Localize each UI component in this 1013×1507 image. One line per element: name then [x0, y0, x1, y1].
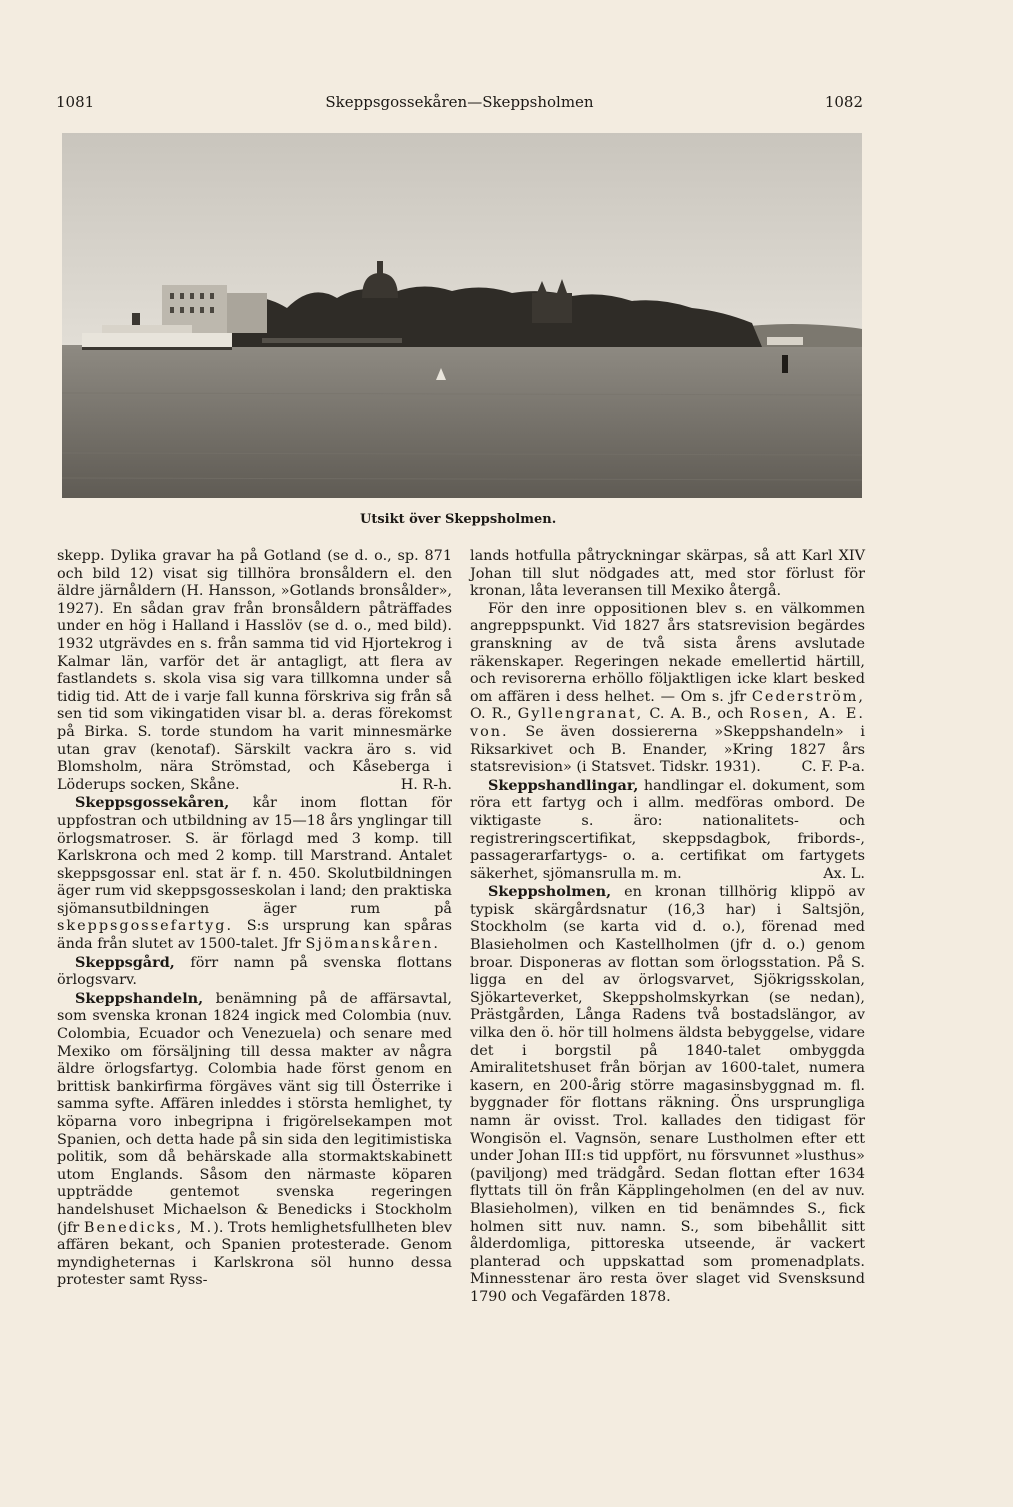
entry-headword: Skeppsgossekåren, — [75, 794, 230, 812]
entry-text: en kronan tillhörig klippö av typisk skärgårdsnatur (16,3 har) i Saltsjön, Stockholm (se karta vid d. o.), förenad med Blasieholmen och Kastellholmen (jfr d. o.) genom broar. Disponeras av flottan som örlogsstation. På S. ligga en del av örlogsvarvet, Sjökrigsskolan, Sjökarteverket, Skeppsholmskyrkan (se nedan), Prästgården, Långa Radens två bostadslängor, av vilka den ö. hör till holmens äldsta bebyggelse, vidare det i borgstil på 1840-talet ombyggda Amiralitetshuset från början av 1600-talet, numera kasern, en 200-årig större magasinsbyggnad m. fl. byggnader för flottans räkning. Öns ursprungliga namn är ovisst. Trol. kallades den tidigast för Wongisön el. Vagnsön, senare Lustholmen efter ett under Johan III:s tid uppfört, nu försvunnet »lusthus» (paviljong) med trädgård. Sedan flottan efter 1634 flyttats till ön från Käpplingeholmen (en del av nuv. Blasieholmen), vilken en tid benämndes S., fick holmen sitt nuv. namn. S., som bibehållit sitt ålderdomliga, pittoreska utseende, är vackert planterad och uppskattad som promenadplats. Minnesstenar äro resta över slaget vid Svensksund 1790 och Vegafärden 1878. — [470, 884, 865, 1305]
cross-reference: Benedicks, M. — [83, 1219, 214, 1236]
figure-caption: Utsikt över Skeppsholmen. — [360, 512, 557, 527]
author-signature: C. F. P-a. — [801, 759, 865, 776]
entry-headword: Skeppsgård, — [75, 953, 175, 971]
entry-text: benämning på de affärsavtal, som svenska kronan 1824 ingick med Colombia (nuv. Colombia, Ecuador och Venezuela) och senare med Mexiko om försäljning till dessa makter av några äldre örlogsfartyg. Colombia hade först genom en brittisk bankirfirma förgäves vänt sig till Österrike i samma syfte. Affären inleddes i största hemlighet, ty köparna voro inbegripna i frigörelsekampen mot Spanien, och detta hade på sin sida den legitimistiska politik, som då behärskade alla stormaktskabinett utom Englands. Såsom den närmaste köparen uppträdde gentemot svenska regeringen handelshuset Michaelson & Benedicks i Stockholm (jfr — [57, 990, 452, 1236]
paragraph-text: skepp. Dylika gravar ha på Gotland (se d. o., sp. 871 och bild 12) visat sig tillhöra bronsåldern el. den äldre järnåldern (H. Hansson, »Gotlands bronsålder», 1927). En sådan grav från bronsåldern påträffades under en hög i Halland i Hasslöv (se d. o., med bild). 1932 utgrävdes en s. från samma tid vid Hjortekrog i Kalmar län, varför det är antagligt, att flera av fastlandets s. skola visa sig vara tillkomna under så tidig tid. Att de i varje fall kunna förskriva sig från så sen tid som vikingatiden visar bl. a. deras förekomst på Birka. S. torde stundom ha varit minnesmärke utan grav (kenotaf). Särskilt vackra äro s. vid Blomsholm, nära Strömstad, och Kåseberga i Löderups socken, Skåne. — [57, 548, 452, 793]
entry-skeppsgossekaren — [57, 794, 452, 953]
page-header — [56, 93, 863, 113]
bridge — [262, 338, 402, 343]
running-title: Skeppsgossekåren—Skeppsholmen — [325, 93, 594, 111]
distant-ship — [767, 337, 803, 345]
entry-text: kår inom flottan för uppfostran och utbildning av 15—18 års ynglingar till örlogsmatroser. S. är förlagd med 3 komp. till Karlskrona och med 2 komp. till Marstrand. Antalet skeppsgossar enl. stat är f. n. 450. Skolutbildningen äger rum vid skeppsgosseskolan i land; den praktiska sjömansutbildningen äger rum på — [57, 795, 452, 917]
paragraph-continued — [470, 548, 865, 601]
cross-reference: Sjömanskåren. — [305, 936, 440, 953]
cross-reference: skeppsgossefartyg. — [57, 918, 234, 935]
paragraph-text: Se även dossiererna »Skeppshandeln» i Riksarkivet och B. Enander, »Kring 1827 års statsrevision» (i Statsvet. Tidskr. 1931). — [470, 723, 865, 776]
entry-skeppshandeln — [57, 990, 452, 1290]
entry-skeppsgard — [57, 954, 452, 990]
cross-reference: Cederström, — [751, 688, 865, 705]
page-number-right: 1082 — [824, 93, 863, 111]
side-building — [227, 293, 267, 333]
entry-skeppsholmen — [470, 883, 865, 1306]
paragraph-text: C. A. B., och — [643, 706, 750, 723]
entry-headword: Skeppsholmen, — [488, 883, 612, 901]
church-lantern — [377, 261, 383, 275]
left-column — [57, 548, 452, 1290]
paragraph-text: O. R., — [470, 706, 518, 723]
buoy-right — [782, 355, 788, 373]
entry-text: ). Trots hemlighetsfullheten blev affären bekant, och Spanien protesterade. Genom myndigheternas i Karlskrona söl hunno dessa protester samt Ryss- — [57, 1219, 452, 1289]
skeppsholmen-photo — [62, 133, 862, 498]
entry-text: S:s ursprung kan spåras ända från slutet av 1500-talet. Jfr — [57, 918, 452, 953]
author-signature: Ax. L. — [823, 865, 865, 882]
harbor-view-illustration — [62, 133, 862, 498]
water — [62, 345, 862, 498]
entry-text: handlingar el. dokument, som röra ett fartyg och i allm. medföras ombord. De viktigaste s. äro: nationalitets- och registreringscertifikat, skeppsdagbok, fribords-, passagerarfartygs- o. a. certifikat om fartygets säkerhet, sjömansrulla m. m. — [470, 777, 865, 882]
entry-text: förr namn på svenska flottans örlogsvarv. — [57, 954, 452, 989]
entry-headword: Skeppshandlingar, — [488, 776, 639, 794]
author-signature: H. R-h. — [400, 776, 452, 793]
cross-reference: Rosen, A. E. von. — [470, 706, 865, 740]
entry-skeppshandlingar — [470, 777, 865, 884]
right-column — [470, 548, 865, 1307]
cross-reference: Gyllengranat, — [517, 706, 644, 723]
page-number-left: 1081 — [56, 93, 95, 111]
entry-headword: Skeppshandeln, — [75, 989, 204, 1007]
paragraph-text: För den inre oppositionen blev s. en välkommen angreppspunkt. Vid 1827 års statsrevision begärdes granskning av de två sista årens avslutade räkenskaper. Regeringen nekade emellertid härtill, och revisorerna erhöllo följaktligen icke klart besked om affären i dess helhet. — Om s. jfr — [470, 600, 865, 705]
paragraph — [57, 548, 452, 794]
paragraph-text: lands hotfulla påtryckningar skärpas, så att Karl XIV Johan till slut nödgades att, med stor förlust för kronan, låta leveransen till Mexiko återgå. — [470, 548, 865, 600]
paragraph — [470, 601, 865, 777]
